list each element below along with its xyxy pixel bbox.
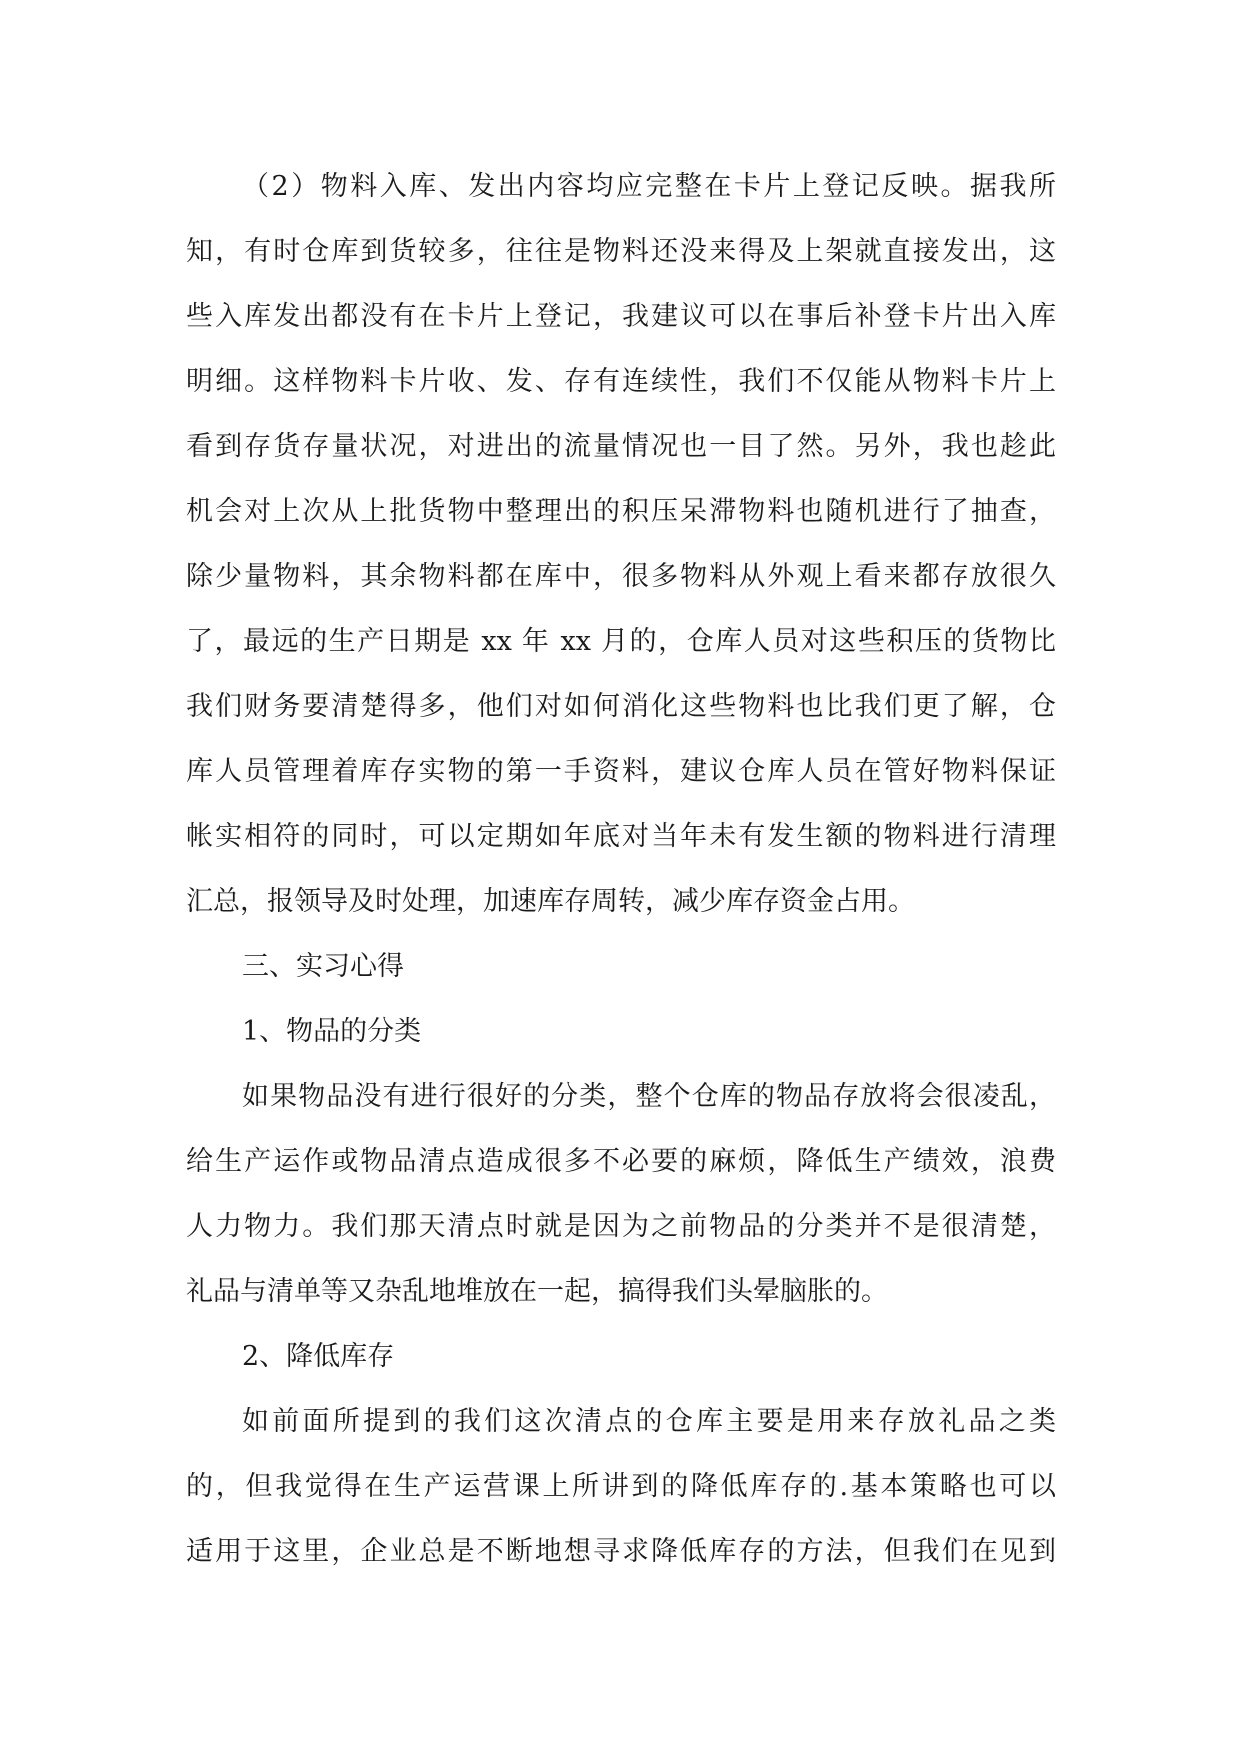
- paragraph-line: 如果物品没有进行很好的分类，整个仓库的物品存放将会很凌乱，: [242, 1081, 1056, 1112]
- paragraph-line: 礼品与清单等又杂乱地堆放在一起，搞得我们头晕脑胀的。: [186, 1276, 888, 1307]
- section-heading: 三、实习心得: [242, 951, 404, 982]
- paragraph-line: 除少量物料，其余物料都在库中，很多物料从外观上看来都存放很久: [186, 561, 1056, 592]
- paragraph-line: 库人员管理着库存实物的第一手资料，建议仓库人员在管好物料保证: [186, 756, 1056, 787]
- paragraph-line: 的，但我觉得在生产运营课上所讲到的降低库存的.基本策略也可以: [186, 1471, 1056, 1502]
- paragraph-line: 明细。这样物料卡片收、发、存有连续性，我们不仅能从物料卡片上: [186, 366, 1056, 397]
- paragraph-line: 我们财务要清楚得多，他们对如何消化这些物料也比我们更了解，仓: [186, 691, 1056, 722]
- subsection-heading: 1、物品的分类: [242, 1016, 422, 1047]
- paragraph-line: 帐实相符的同时，可以定期如年底对当年未有发生额的物料进行清理: [186, 821, 1056, 852]
- paragraph-line: 了，最远的生产日期是 xx 年 xx 月的，仓库人员对这些积压的货物比: [186, 626, 1056, 657]
- subsection-heading: 2、降低库存: [242, 1341, 395, 1372]
- document-body: [186, 154, 1056, 1584]
- paragraph-line: 适用于这里，企业总是不断地想寻求降低库存的方法，但我们在见到: [186, 1536, 1056, 1567]
- paragraph-line: 如前面所提到的我们这次清点的仓库主要是用来存放礼品之类: [242, 1406, 1056, 1437]
- paragraph-line: 人力物力。我们那天清点时就是因为之前物品的分类并不是很清楚，: [186, 1211, 1056, 1242]
- paragraph-line: 看到存货存量状况，对进出的流量情况也一目了然。另外，我也趁此: [186, 431, 1056, 462]
- paragraph-line: 给生产运作或物品清点造成很多不必要的麻烦，降低生产绩效，浪费: [186, 1146, 1056, 1177]
- paragraph-line: （2）物料入库、发出内容均应完整在卡片上登记反映。据我所: [242, 171, 1056, 202]
- paragraph-line: 机会对上次从上批货物中整理出的积压呆滞物料也随机进行了抽查，: [186, 496, 1056, 527]
- paragraph-line: 知，有时仓库到货较多，往往是物料还没来得及上架就直接发出，这: [186, 236, 1056, 267]
- paragraph-line: 些入库发出都没有在卡片上登记，我建议可以在事后补登卡片出入库: [186, 301, 1056, 332]
- paragraph-line: 汇总，报领导及时处理，加速库存周转，减少库存资金占用。: [186, 886, 915, 917]
